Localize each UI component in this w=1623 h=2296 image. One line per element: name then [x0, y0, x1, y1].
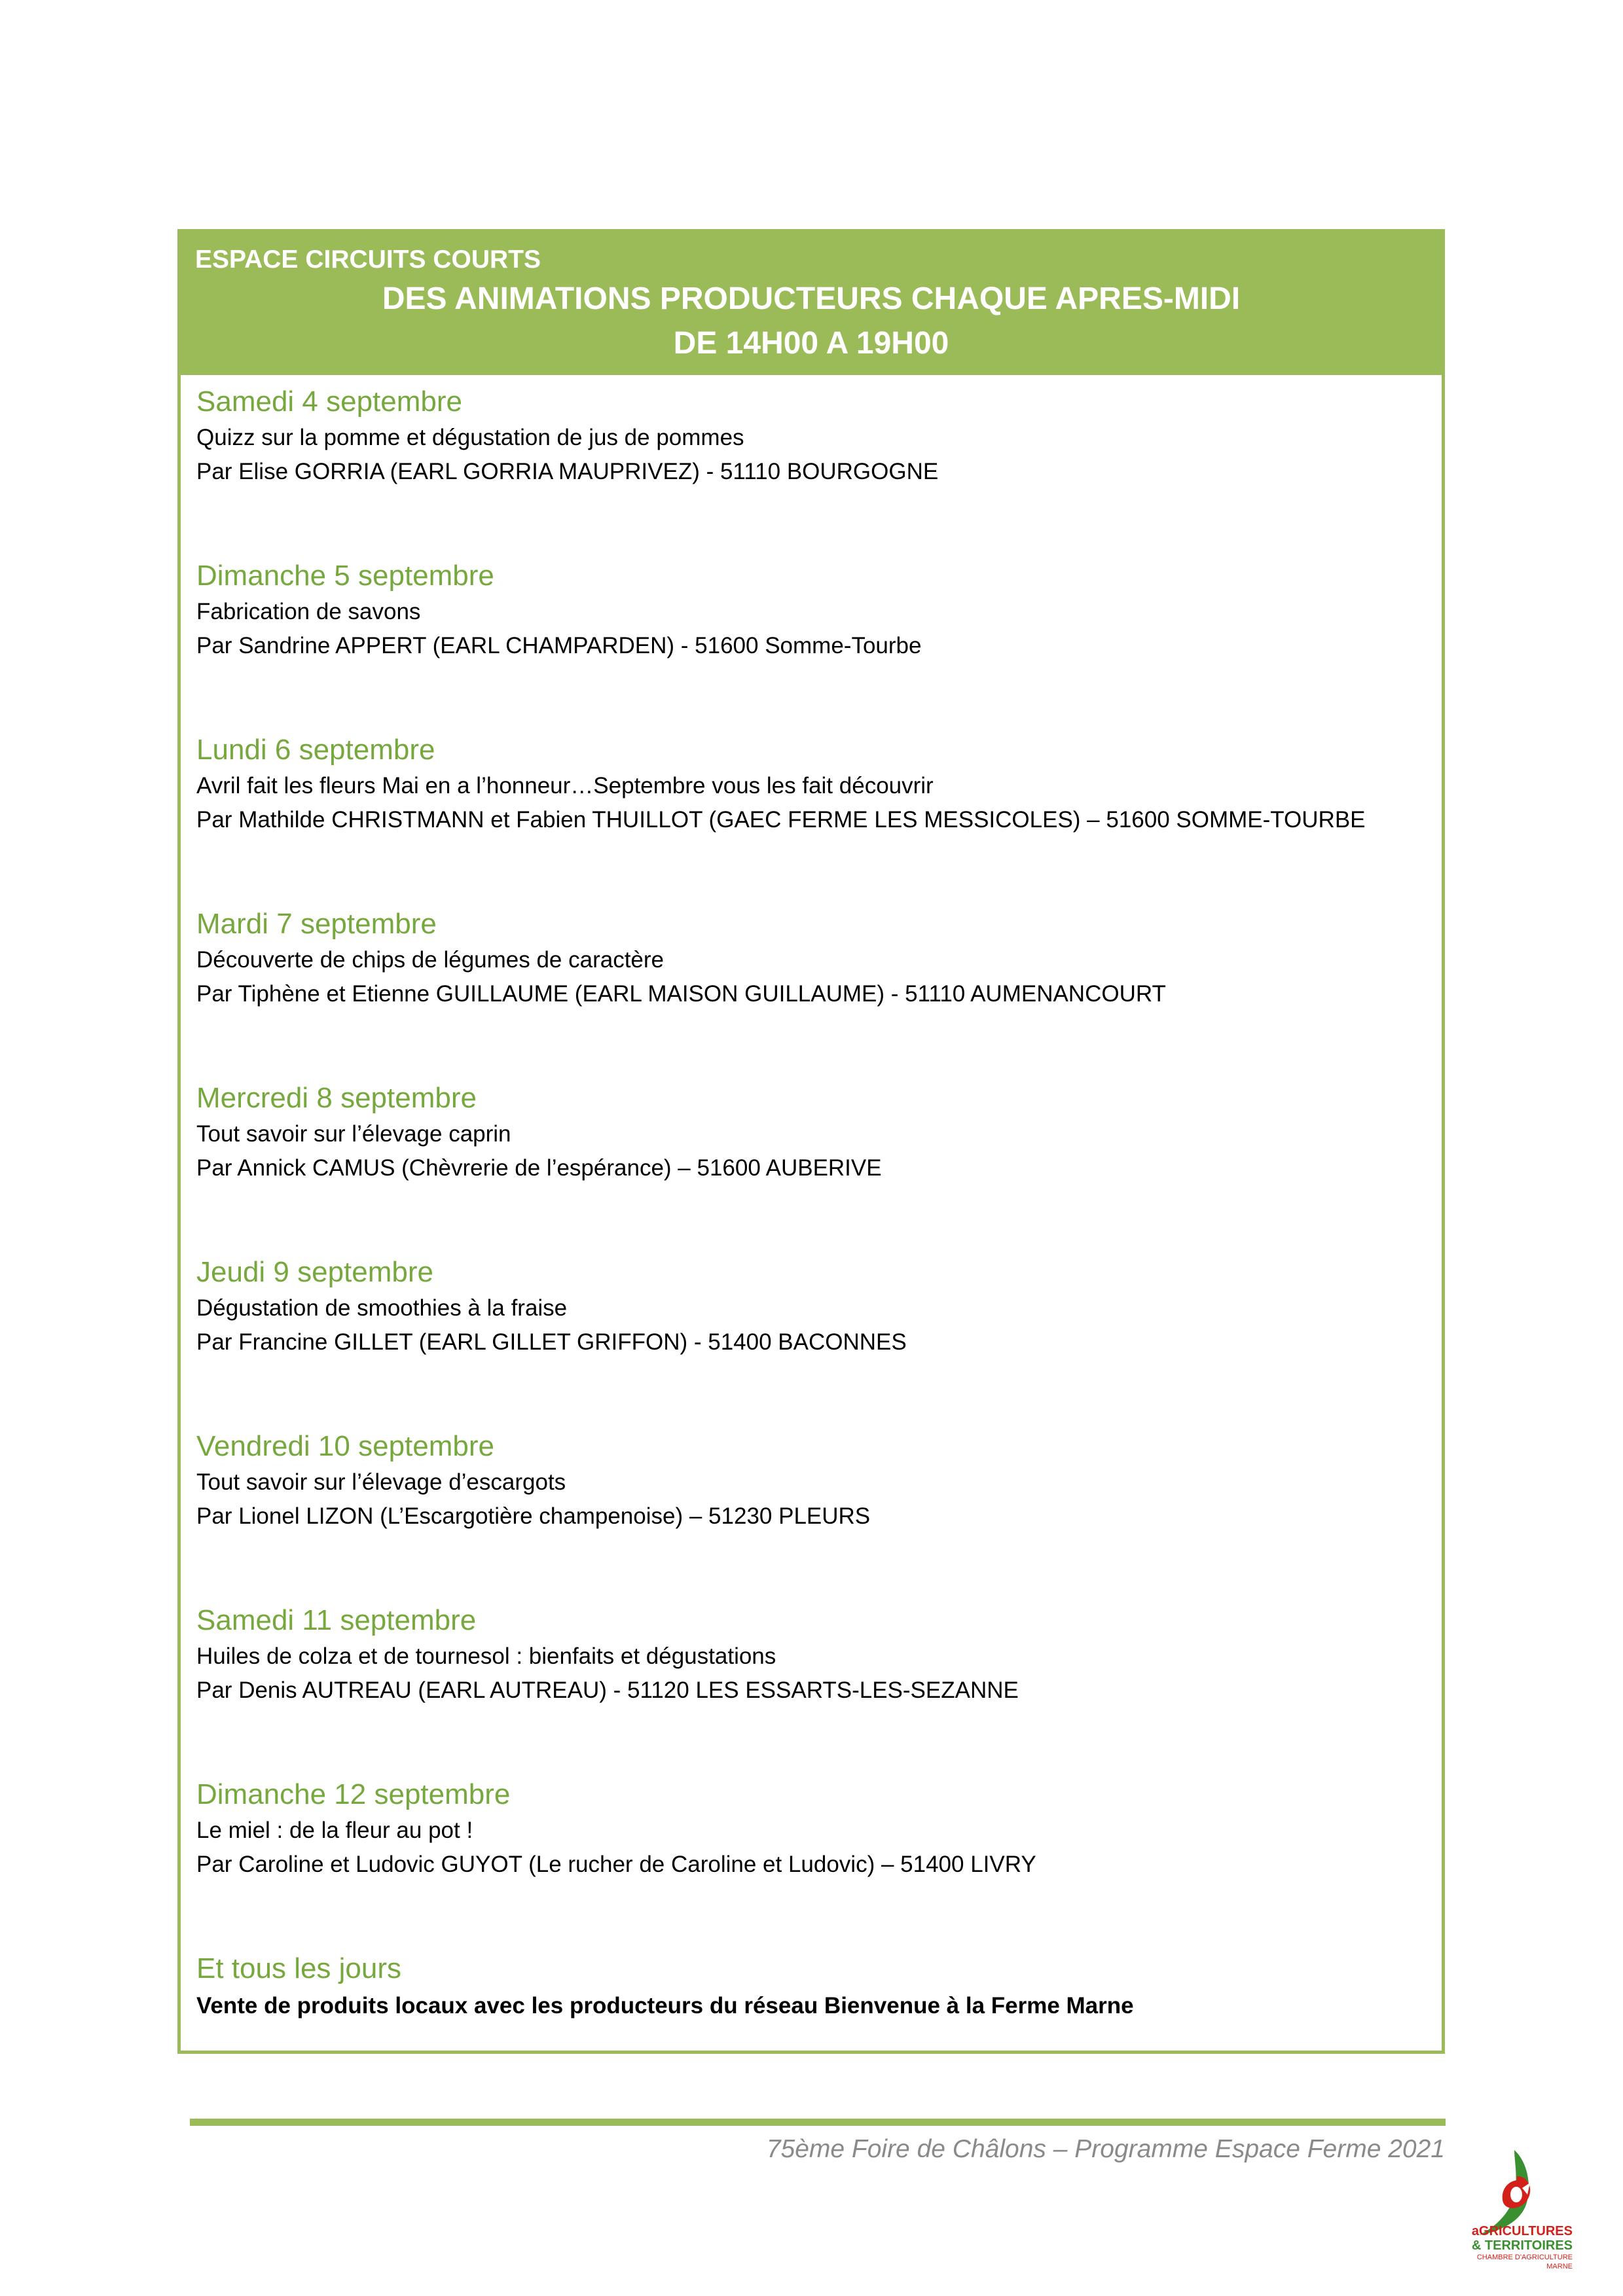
event-producer: Par Tiphène et Etienne GUILLAUME (EARL MAISON GUILLAUME) - 51110 AUMENANCOURT [196, 981, 1166, 1007]
event-day: Dimanche 12 septembre [196, 1778, 511, 1810]
event-producer: Par Denis AUTREAU (EARL AUTREAU) - 51120 LES ESSARTS-LES-SEZANNE [196, 1677, 1019, 1703]
event-day: Mercredi 8 septembre [196, 1082, 477, 1114]
event-description: Découverte de chips de légumes de caractère [196, 947, 665, 973]
logo-line-1: aGRICULTURES [1471, 2224, 1573, 2238]
event-description: Le miel : de la fleur au pot ! [196, 1818, 473, 1843]
event-day: Samedi 4 septembre [196, 386, 462, 418]
event-item [196, 905, 1442, 1079]
event-description: Quizz sur la pomme et dégustation de jus de pommes [196, 425, 744, 450]
event-item [196, 1427, 1442, 1602]
event-item [196, 731, 1442, 905]
event-description: Tout savoir sur l’élevage caprin [196, 1121, 511, 1147]
program-box [177, 229, 1445, 2054]
program-hours: DE 14H00 A 19H00 [673, 326, 949, 361]
event-item [196, 1079, 1442, 1253]
event-day: Mardi 7 septembre [196, 908, 437, 940]
logo-text [1455, 2224, 1573, 2271]
event-description: Huiles de colza et de tournesol : bienfaits et dégustations [196, 1643, 776, 1669]
event-producer: Par Francine GILLET (EARL GILLET GRIFFON) - 51400 BACONNES [196, 1329, 907, 1355]
event-producer: Par Elise GORRIA (EARL GORRIA MAUPRIVEZ) - 51110 BOURGOGNE [196, 459, 939, 484]
event-day: Dimanche 5 septembre [196, 560, 494, 592]
event-item [196, 1776, 1442, 1950]
logo-line-2: & TERRITOIRES [1471, 2238, 1573, 2253]
event-description: Avril fait les fleurs Mai en a l’honneur…Septembre vous les fait découvrir [196, 773, 934, 798]
footer-rule [190, 2119, 1446, 2126]
event-description: Tout savoir sur l’élevage d’escargots [196, 1469, 566, 1495]
program-header [181, 232, 1442, 375]
event-every-day [196, 1950, 1442, 2124]
event-day: Samedi 11 septembre [196, 1604, 477, 1636]
event-item [196, 1602, 1442, 1776]
event-day: Vendredi 10 septembre [196, 1430, 494, 1462]
event-description: Dégustation de smoothies à la fraise [196, 1295, 568, 1321]
event-producer: Par Annick CAMUS (Chèvrerie de l’espérance) – 51600 AUBERIVE [196, 1155, 882, 1181]
event-day: Et tous les jours [196, 1952, 402, 1984]
event-item [196, 557, 1442, 731]
event-producer: Par Caroline et Ludovic GUYOT (Le rucher de Caroline et Ludovic) – 51400 LIVRY [196, 1852, 1036, 1877]
section-tag: ESPACE CIRCUITS COURTS [195, 245, 541, 274]
event-item [196, 383, 1442, 557]
logo-line-4: MARNE [1546, 2263, 1573, 2270]
event-day: Jeudi 9 septembre [196, 1256, 433, 1288]
footer-text: 75ème Foire de Châlons – Programme Espace Ferme 2021 [766, 2135, 1445, 2163]
event-item [196, 1253, 1442, 1427]
event-producer: Par Lionel LIZON (L’Escargotière champenoise) – 51230 PLEURS [196, 1503, 871, 1529]
event-producer: Par Mathilde CHRISTMANN et Fabien THUILLOT (GAEC FERME LES MESSICOLES) – 51600 SOMME-TOURBE [196, 807, 1366, 833]
event-description: Fabrication de savons [196, 599, 421, 624]
event-description: Vente de produits locaux avec les producteurs du réseau Bienvenue à la Ferme Marne [196, 1993, 1134, 2018]
logo-line-3: CHAMBRE D'AGRICULTURE [1476, 2253, 1573, 2261]
event-day: Lundi 6 septembre [196, 734, 435, 766]
event-producer: Par Sandrine APPERT (EARL CHAMPARDEN) - 51600 Somme-Tourbe [196, 633, 922, 658]
program-title: DES ANIMATIONS PRODUCTEURS CHAQUE APRES-MIDI [382, 281, 1241, 316]
events-list [181, 375, 1442, 2124]
